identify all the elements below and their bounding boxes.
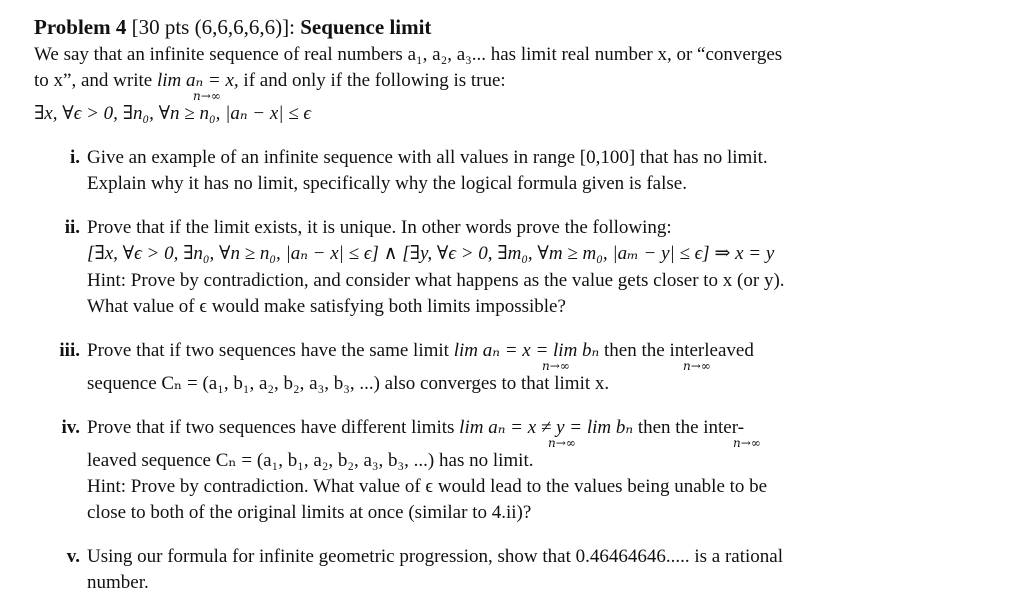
item-iv-line-1-pre: Prove that if two sequences have different limits [87, 417, 455, 438]
problem-points: [30 pts (6,6,6,6,6)]: [131, 15, 295, 39]
item-iv-hint: Hint: Prove by contradiction. What value of ϵ would lead to the values being unable to be [87, 476, 768, 497]
item-iv-number: iv. [61, 417, 80, 438]
item-iv-subscript-b: n→∞ [733, 436, 761, 450]
item-ii-uniqueness-formula: [∃x, ∀ϵ > 0, ∃n₀, ∀n ≥ n₀, |aₙ − x| ≤ ϵ] ∧ [∃y, ∀ϵ > 0, ∃m₀, ∀m ≥ m₀, |aₘ − y| ≤ ϵ] ⇒ x = y [87, 243, 775, 264]
item-i-line-1: Give an example of an infinite sequence with all values in range [0,100] that has no limit. [87, 147, 768, 168]
item-iii-line-1 [87, 340, 754, 362]
item-iv-limit-inequality: lim aₙ = x ≠ y = lim bₙ [459, 417, 634, 438]
item-iii-limit-equality: lim aₙ = x = lim bₙ [453, 340, 600, 361]
item-iv-line-1 [87, 417, 744, 439]
problem-heading [34, 16, 431, 38]
intro-limit-expression: lim aₙ = x, [156, 70, 239, 91]
intro-line-2-pre: to x”, and write [34, 70, 153, 91]
item-v-number: v. [66, 546, 80, 567]
intro-line-1: We say that an infinite sequence of real numbers a₁, a₂, a₃... has limit real number x, or “converges [34, 44, 783, 65]
item-iii-subscript-a: n→∞ [542, 359, 570, 373]
item-v-line-1: Using our formula for infinite geometric progression, show that 0.46464646..... is a rational [87, 546, 784, 567]
item-iii-subscript-b: n→∞ [683, 359, 711, 373]
item-ii-hint: Hint: Prove by contradiction, and consider what happens as the value gets closer to x (or y). [87, 270, 785, 291]
item-ii-line-1: Prove that if the limit exists, it is unique. In other words prove the following: [87, 217, 672, 238]
item-i-number: i. [69, 147, 80, 168]
item-iv-subscript-a: n→∞ [548, 436, 576, 450]
item-i-line-2: Explain why it has no limit, specifically why the logical formula given is false. [87, 173, 687, 194]
item-iv-line-2: leaved sequence Cₙ = (a₁, b₁, a₂, b₂, a₃, b₃, ...) has no limit. [87, 450, 534, 471]
item-ii-number: ii. [64, 217, 80, 238]
problem-label: Problem 4 [34, 15, 127, 39]
problem-topic: Sequence limit [300, 15, 432, 39]
item-v-line-2: number. [87, 572, 149, 593]
limit-definition-formula: ∃x, ∀ϵ > 0, ∃n₀, ∀n ≥ n₀, |aₙ − x| ≤ ϵ [34, 103, 312, 124]
intro-line-2 [34, 70, 506, 92]
item-iv-line-4: close to both of the original limits at once (similar to 4.ii)? [87, 502, 532, 523]
intro-line-2-post: if and only if the following is true: [243, 70, 506, 91]
intro-limit-subscript: n→∞ [193, 89, 221, 103]
item-iv-line-1-post: then the inter- [637, 417, 745, 438]
item-ii-line-4: What value of ϵ would make satisfying both limits impossible? [87, 296, 566, 317]
item-iii-line-1-post: then the interleaved [604, 340, 754, 361]
item-iii-number: iii. [59, 340, 80, 361]
item-iii-line-1-pre: Prove that if two sequences have the same limit [87, 340, 449, 361]
item-iii-line-2: sequence Cₙ = (a₁, b₁, a₂, b₂, a₃, b₃, ...) also converges to that limit x. [87, 373, 610, 394]
